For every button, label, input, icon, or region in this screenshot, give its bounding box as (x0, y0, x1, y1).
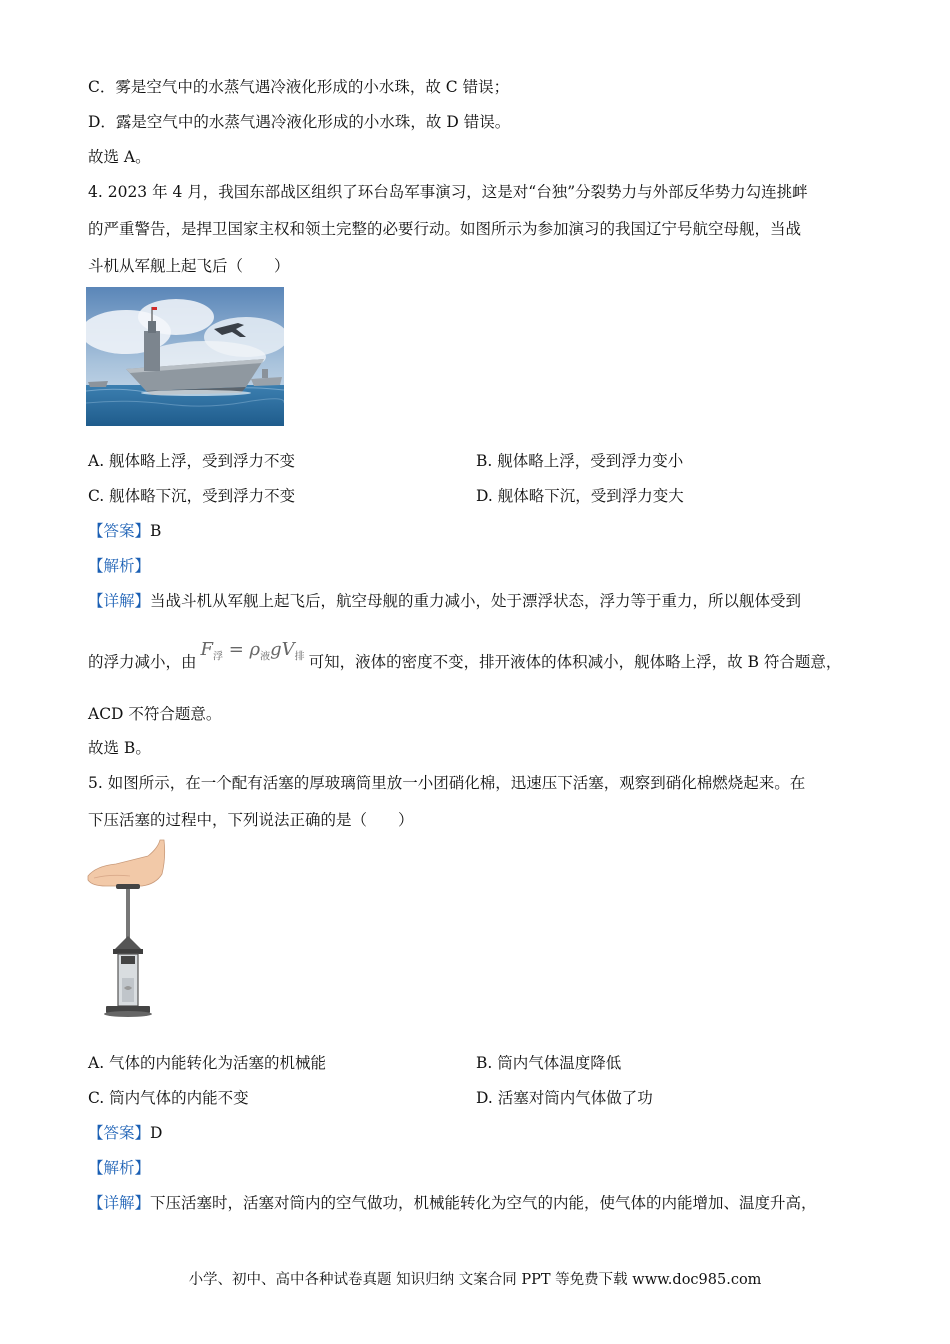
text-line: D．露是空气中的水蒸气遇冷液化形成的小水珠，故 D 错误。 (88, 113, 511, 131)
option-4B: B. 舰体略上浮，受到浮力变小 (476, 452, 684, 470)
detail-text: 下压活塞时，活塞对筒内的空气做功，机械能转化为空气的内能，使气体的内能增加、温度升高， (150, 1194, 817, 1212)
analysis-tag-5 (88, 1157, 150, 1179)
text-line: C．雾是空气中的水蒸气遇冷液化形成的小水珠，故 C 错误； (88, 78, 510, 96)
option-5D: D. 活塞对筒内气体做了功 (476, 1089, 653, 1107)
detail-4-line1 (88, 590, 801, 612)
question-4-stem: 4. 2023 年 4 月，我国东部战区组织了环台岛军事演习，这是对“台独”分裂势力与外部反华势力勾连挑衅 (88, 183, 808, 201)
page-footer: 小学、初中、高中各种试卷真题 知识归纳 文案合同 PPT 等免费下载 www.doc985.com (188, 1272, 762, 1288)
detail-4-line3: ACD 不符合题意。 (88, 705, 222, 723)
detail-tag: 【详解】 (88, 592, 151, 610)
detail-4-line2 (88, 639, 842, 681)
text-line: 故选 A。 (88, 148, 151, 166)
buoyancy-formula: $F_浮 = \rho_液gV_排$ (200, 639, 305, 663)
question-4-stem: 的严重警告，是捍卫国家主权和领土完整的必要行动。如图所示为参加演习的我国辽宁号航空母舰，当战 (88, 220, 802, 238)
option-4C: C. 舰体略下沉，受到浮力不变 (88, 487, 296, 505)
question-4-stem: 斗机从军舰上起飞后（ ） (88, 257, 290, 275)
detail-5-line1 (88, 1192, 817, 1214)
question-5-stem: 下压活塞的过程中，下列说法正确的是（ ） (88, 811, 414, 829)
detail-text: 可知，液体的密度不变，排开液体的体积减小，舰体略上浮，故 B 符合题意， (308, 653, 842, 671)
answer-value: D (150, 1124, 163, 1142)
analysis-tag-4 (88, 555, 150, 577)
option-4D: D. 舰体略下沉，受到浮力变大 (476, 487, 684, 505)
detail-tag: 【详解】 (88, 1194, 151, 1212)
detail-text: 当战斗机从军舰上起飞后，航空母舰的重力减小，处于漂浮状态，浮力等于重力，所以舰体受到 (150, 592, 802, 610)
analysis-tag: 【解析】 (88, 1159, 151, 1177)
answer-value: B (150, 522, 162, 540)
option-5C: C. 筒内气体的内能不变 (88, 1089, 249, 1107)
option-5A: A. 气体的内能转化为活塞的机械能 (88, 1054, 327, 1072)
answer-5 (88, 1122, 162, 1144)
select-4: 故选 B。 (88, 739, 151, 757)
option-5B: B. 筒内气体温度降低 (476, 1054, 622, 1072)
piston-cylinder-image (86, 838, 176, 1020)
aircraft-carrier-image (86, 287, 284, 426)
analysis-tag: 【解析】 (88, 557, 151, 575)
answer-tag: 【答案】 (88, 1124, 151, 1142)
answer-tag: 【答案】 (88, 522, 151, 540)
detail-text: 的浮力减小，由 (88, 653, 197, 671)
question-5-stem: 5. 如图所示，在一个配有活塞的厚玻璃筒里放一小团硝化棉，迅速压下活塞，观察到硝化棉燃烧起来。在 (88, 774, 806, 792)
option-4A: A. 舰体略上浮，受到浮力不变 (88, 452, 296, 470)
answer-4 (88, 520, 161, 542)
